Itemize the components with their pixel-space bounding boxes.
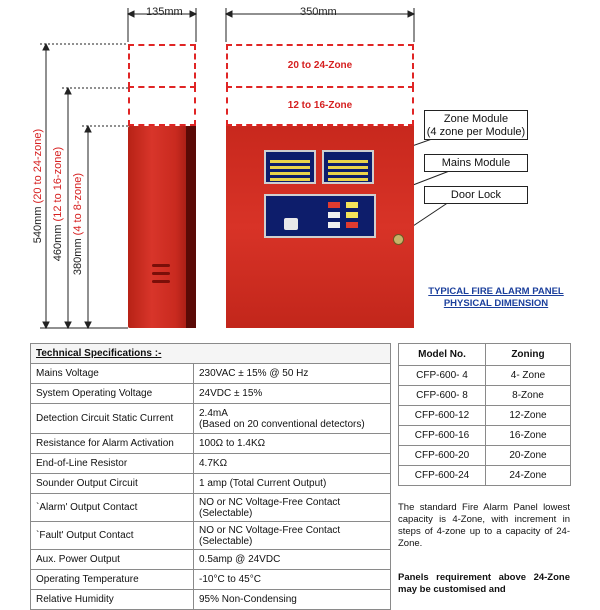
height-total-value: 540mm [32, 206, 44, 244]
table-row: Mains Voltage 230VAC ± 15% @ 50 Hz [31, 364, 391, 384]
height-mid-value: 460mm [52, 224, 64, 262]
height-low-label [72, 154, 84, 294]
zone-label-top: 20 to 24-Zone [287, 60, 353, 71]
height-low-zone: (4 to 8-zone) [72, 172, 84, 236]
table-row: CFP-600-12 12-Zone [399, 406, 571, 426]
capacity-note: The standard Fire Alarm Panel lowest capacity is 4-Zone, with increment in steps of 4-zone up to a capacity of 24- Zone. [398, 502, 570, 549]
callout-mains-module: Mains Module [424, 154, 528, 172]
callout-zone-module: Zone Module (4 zone per Module) [424, 110, 528, 140]
table-row: Resistance for Alarm Activation 100Ω to 1.4KΩ [31, 434, 391, 454]
vent-slot [152, 272, 170, 275]
height-mid-zone: (12 to 16-zone) [52, 146, 64, 222]
callout-door-lock: Door Lock [424, 186, 528, 204]
spec-table-title: Technical Specifications :- [31, 344, 391, 364]
table-row: CFP-600-16 16-Zone [399, 426, 571, 446]
door-lock-icon [393, 234, 404, 245]
table-row: Sounder Output Circuit 1 amp (Total Current Output) [31, 474, 391, 494]
table-row: End-of-Line Resistor 4.7KΩ [31, 454, 391, 474]
width-front-label: 350mm [300, 6, 337, 18]
model-header: Model No. [399, 344, 486, 366]
table-row: CFP-600-24 24-Zone [399, 466, 571, 486]
height-total-label [32, 96, 44, 276]
table-row: CFP-600- 8 8-Zone [399, 386, 571, 406]
table-row: Relative Humidity 95% Non-Condensing [31, 590, 391, 610]
vent-slot [152, 264, 170, 267]
width-side-label: 135mm [146, 6, 183, 18]
table-row: `Alarm' Output Contact NO or NC Voltage-Free Contact (Selectable) [31, 494, 391, 522]
table-row: CFP-600- 4 4- Zone [399, 366, 571, 386]
vent-slot [152, 280, 170, 283]
zone-label-mid: 12 to 16-Zone [287, 100, 353, 111]
mains-module [264, 194, 376, 238]
table-row: CFP-600-20 20-Zone [399, 446, 571, 466]
side-dashed-top [128, 44, 196, 88]
height-total-zone: (20 to 24-zone) [32, 128, 44, 204]
table-row: `Fault' Output Contact NO or NC Voltage-Free Contact (Selectable) [31, 522, 391, 550]
typical-panel-caption: TYPICAL FIRE ALARM PANEL PHYSICAL DIMENSION [428, 286, 564, 309]
height-mid-label [52, 124, 64, 284]
customisation-note: Panels requirement above 24-Zone may be customised and [398, 572, 570, 595]
side-dashed-mid [128, 86, 196, 126]
zone-module-right [322, 150, 374, 184]
zone-module-left [264, 150, 316, 184]
height-low-value: 380mm [72, 238, 84, 276]
table-row: System Operating Voltage 24VDC ± 15% [31, 384, 391, 404]
spec-table [30, 343, 391, 610]
panel-side-hinge [186, 126, 196, 328]
table-row: Detection Circuit Static Current 2.4mA (Based on 20 conventional detectors) [31, 404, 391, 434]
table-row: Operating Temperature -10°C to 45°C [31, 570, 391, 590]
zoning-header: Zoning [486, 344, 571, 366]
model-table [398, 343, 571, 486]
table-row: Aux. Power Output 0.5amp @ 24VDC [31, 550, 391, 570]
